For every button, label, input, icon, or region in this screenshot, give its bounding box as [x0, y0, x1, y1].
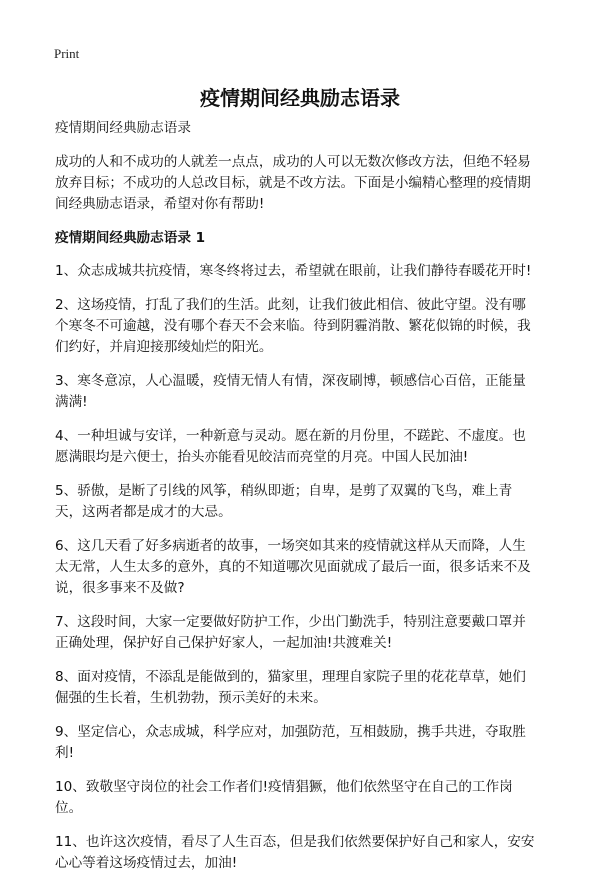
list-item: 3、寒冬意凉，人心温暖，疫情无情人有情，深夜刷博，顿感信心百倍，正能量满满! — [55, 373, 526, 410]
intro-paragraph: 成功的人和不成功的人就差一点点，成功的人可以无数次修改方法，但绝不轻易放弃目标；不成功的人总改目标，就是不改方法。下面是小编精心整理的疫情期间经典励志语录，希望对你有帮助! — [55, 154, 531, 212]
article-subtitle: 疫情期间经典励志语录 — [55, 120, 191, 136]
section-heading: 疫情期间经典励志语录 1 — [55, 230, 206, 246]
print-link[interactable]: Print — [54, 46, 80, 61]
list-item: 10、致敬坚守岗位的社会工作者们!疫情猖獗，他们依然坚守在自己的工作岗位。 — [55, 779, 513, 816]
page-title: 疫情期间经典励志语录 — [200, 86, 400, 110]
list-item: 5、骄傲，是断了引线的风筝，稍纵即逝；自卑，是剪了双翼的飞鸟，难上青天，这两者都是成才的大忌。 — [55, 483, 513, 520]
article-body — [55, 118, 537, 887]
list-item: 6、这几天看了好多病逝者的故事，一场突如其来的疫情就这样从天而降，人生太无常，人生太多的意外，真的不知道哪次见面就成了最后一面，很多话来不及说，很多事来不及做? — [55, 538, 531, 596]
list-item: 1、众志成城共抗疫情，寒冬终将过去，希望就在眼前，让我们静待春暖花开时! — [55, 263, 532, 279]
list-item: 8、面对疫情，不添乱是能做到的，猫家里，理理自家院子里的花花草草，她们倔强的生长着，生机勃勃，预示美好的未来。 — [55, 669, 526, 706]
list-item: 9、坚定信心，众志成城，科学应对，加强防范，互相鼓励，携手共进，夺取胜利! — [55, 724, 526, 761]
list-item: 2、这场疫情，打乱了我们的生活。此刻，让我们彼此相信、彼此守望。没有哪个寒冬不可逾越，没有哪个春天不会来临。待到阴霾消散、繁花似锦的时候，我们约好，并肩迎接那绫灿烂的阳光。 — [55, 297, 531, 355]
list-item: 7、这段时间，大家一定要做好防护工作，少出门勤洗手，特别注意要戴口罩并正确处理，保护好自己保护好家人，一起加油!共渡难关! — [55, 614, 526, 651]
list-item: 4、一种坦诚与安详，一种新意与灵动。愿在新的月份里，不蹉跎、不虚度。也愿满眼均是六便士，抬头亦能看见皎洁而亮堂的月亮。中国人民加油! — [55, 428, 526, 465]
list-item: 11、也许这次疫情，看尽了人生百态，但是我们依然要保护好自己和家人，安安心心等着这场疫情过去，加油! — [55, 834, 535, 871]
